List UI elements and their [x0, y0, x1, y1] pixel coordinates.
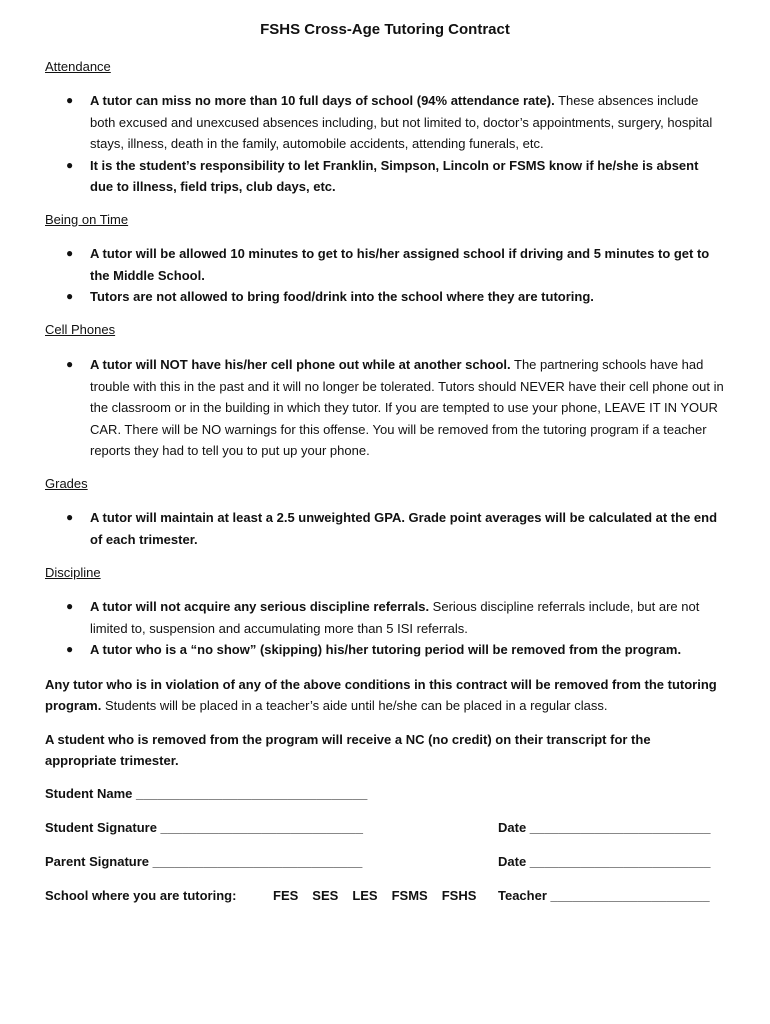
bold-text: A tutor who is a “no show” (skipping) his/her tutoring period will be removed from the program. — [90, 642, 682, 657]
list-item — [45, 596, 725, 639]
bold-text: Tutors are not allowed to bring food/drink into the school where they are tutoring. — [90, 289, 594, 304]
discipline-list — [45, 596, 725, 661]
body-text: Students will be placed in a teacher’s aide until he/she can be placed in a regular class. — [101, 698, 608, 713]
student-signature-field[interactable]: Student Signature ____________________________ — [45, 820, 363, 835]
bold-text: Any tutor who is in violation of any of the above conditions in this contract will be removed from the tutoring program. — [45, 677, 717, 713]
cell-phones-list — [45, 354, 725, 462]
bold-text: A tutor will maintain at least a 2.5 unweighted GPA. Grade point averages will be calculated at the end of each trimester. — [90, 510, 718, 547]
bullet-icon: ● — [66, 642, 74, 656]
body-text: Serious discipline referrals include, but are not limited to, suspension and accumulating more than 5 ISI referrals. — [90, 599, 700, 636]
page-title: FSHS Cross-Age Tutoring Contract — [260, 21, 510, 38]
grades-list — [45, 507, 725, 550]
bold-text: A tutor can miss no more than 10 full days of school (94% attendance rate). — [90, 93, 555, 108]
school-option-les[interactable]: LES — [352, 888, 378, 903]
bold-text: A tutor will be allowed 10 minutes to get to his/her assigned school if driving and 5 minutes to get to the Middle School. — [90, 246, 710, 283]
attendance-list — [45, 90, 725, 198]
date-field[interactable]: Date _________________________ — [498, 820, 711, 835]
school-option-fsms[interactable]: FSMS — [391, 888, 428, 903]
list-item — [45, 354, 725, 462]
school-option-ses[interactable]: SES — [312, 888, 339, 903]
parent-signature-field[interactable]: Parent Signature _____________________________ — [45, 854, 363, 869]
section-heading-discipline: Discipline — [45, 565, 101, 580]
bold-text: A tutor will not acquire any serious discipline referrals. — [90, 599, 430, 614]
list-item — [45, 155, 725, 198]
date-field[interactable]: Date _________________________ — [498, 854, 711, 869]
list-item — [45, 507, 725, 550]
list-item — [45, 286, 725, 308]
body-text: These absences include both excused and unexcused absences including, but not limited to, doctor’s appointments, surgery, hospital stays, illness, death in the family, automobile accidents, attending funerals, etc. — [90, 93, 713, 151]
list-item — [45, 90, 725, 155]
bullet-icon: ● — [66, 93, 74, 107]
bullet-icon: ● — [66, 157, 74, 172]
bullet-icon: ● — [66, 289, 74, 303]
section-heading-attendance: Attendance — [45, 59, 111, 74]
bold-text: It is the student’s responsibility to let Franklin, Simpson, Lincoln or FSMS know if he/she is absent due to illness, field trips, club days, etc. — [90, 157, 699, 194]
section-heading-grades: Grades — [45, 476, 88, 491]
bullet-icon: ● — [66, 357, 74, 371]
section-heading-being-on-time: Being on Time — [45, 212, 129, 227]
no-credit-paragraph: A student who is removed from the program will receive a NC (no credit) on their transcript for the appropriate trimester. — [45, 732, 651, 768]
bullet-icon: ● — [66, 599, 74, 613]
teacher-field[interactable]: Teacher ______________________ — [498, 888, 710, 903]
being-on-time-list — [45, 243, 725, 308]
bullet-icon: ● — [66, 510, 74, 524]
body-text: The partnering schools have had trouble with this in the past and it will no longer be tolerated. Tutors should NEVER have their cell phone out in the classroom or in the building in which they tutor. If you are tempted to use your phone, LEAVE IT IN YOUR CAR. There will be NO warnings for this offense. You will be removed from the tutoring program if a teacher reports they had to tell you to put up your phone. — [90, 357, 724, 458]
bold-text: A tutor will NOT have his/her cell phone out while at another school. — [90, 357, 511, 372]
bullet-icon: ● — [66, 246, 74, 260]
list-item — [45, 639, 725, 661]
school-option-fes[interactable]: FES — [273, 888, 299, 903]
list-item — [45, 243, 725, 286]
student-name-field[interactable]: Student Name ________________________________ — [45, 786, 368, 801]
school-options — [273, 888, 490, 903]
school-label: School where you are tutoring: — [45, 888, 237, 903]
violation-paragraph — [45, 674, 725, 716]
section-heading-cell-phones: Cell Phones — [45, 322, 116, 337]
school-option-fshs[interactable]: FSHS — [441, 888, 477, 903]
